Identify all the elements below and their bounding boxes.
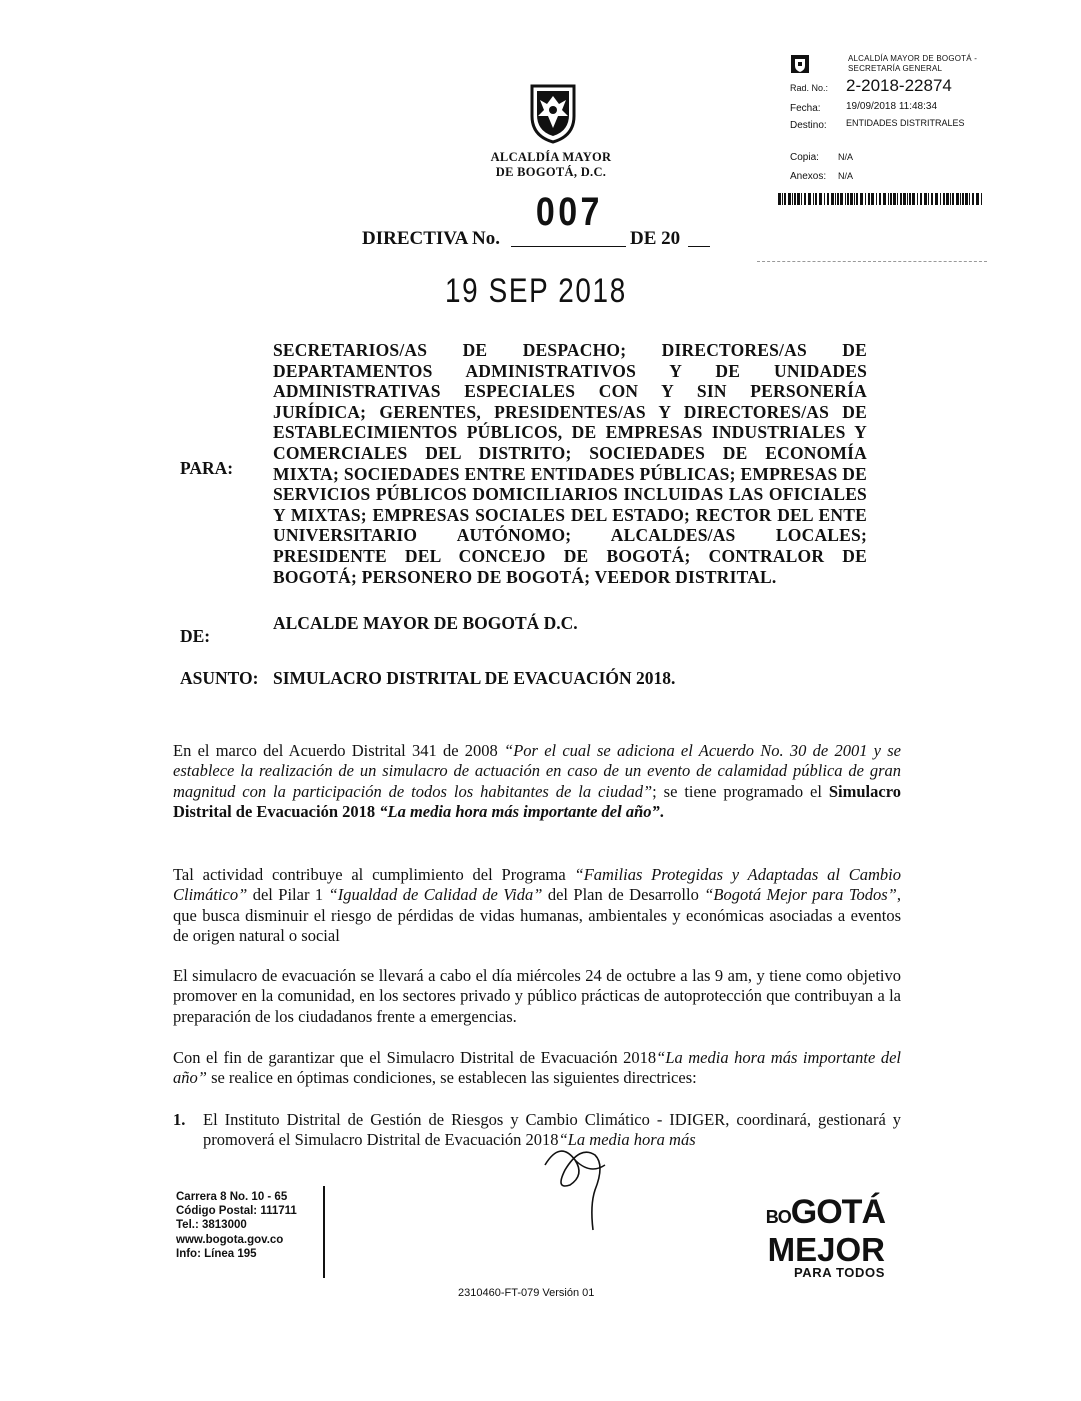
body-paragraph-4 (173, 1048, 901, 1089)
footer-address-line2: Código Postal: 111711 (176, 1205, 297, 1218)
de-sender: ALCALDE MAYOR DE BOGOTÁ D.C. (273, 613, 578, 633)
para-label: PARA: (180, 458, 234, 478)
logo-para-todos: PARA TODOS (794, 1265, 885, 1280)
item1-number: 1. (173, 1110, 186, 1129)
directiva-year-label: DE 20 (630, 228, 681, 249)
date-stamp: 19 SEP 2018 (445, 272, 627, 310)
logo-mejor: MEJOR (767, 1231, 885, 1268)
footer-address-line1: Carrera 8 No. 10 - 65 (176, 1191, 288, 1203)
directiva-number: 007 (535, 190, 603, 234)
p2-text-e: del Plan de Desarrollo (542, 885, 705, 905)
footer-address-line4: www.bogota.gov.co (176, 1233, 284, 1246)
body-paragraph-2 (173, 865, 901, 947)
radicado-entity-line1: ALCALDÍA MAYOR DE BOGOTÁ - (848, 54, 978, 63)
destino-label: Destino: (790, 120, 827, 131)
anexos-label: Anexos: (790, 171, 827, 182)
divider (757, 261, 987, 262)
alcaldia-title (462, 150, 640, 180)
rad-value: 2-2018-22874 (846, 76, 952, 95)
footer-address-line3: Tel.: 3813000 (176, 1219, 247, 1232)
p2-text-a: Tal actividad contribuye al cumplimiento del Programa (173, 865, 575, 884)
bogota-coat-of-arms-icon (528, 82, 578, 144)
body-paragraph-1 (173, 741, 901, 823)
copia-label: Copia: (790, 152, 819, 163)
asunto-subject: SIMULACRO DISTRITAL DE EVACUACIÓN 2018. (273, 668, 676, 688)
p1-period: . (659, 802, 664, 822)
footer-divider (323, 1186, 325, 1278)
p1-slogan: “La media hora más importante del año” (379, 802, 660, 822)
footer-address-line5: Info: Línea 195 (176, 1247, 257, 1260)
p2-programa: “Familias Protegidas y Adaptadas al Cambio Climático” (173, 865, 901, 905)
p4-text-a: Con el fin de garantizar que el Simulacro Distrital de Evacuación 2018 (173, 1048, 657, 1067)
p1-text-a: En el marco del Acuerdo Distrital 341 de 2008 (173, 741, 505, 760)
entity-logo-icon (790, 54, 810, 74)
p4-text-c: se realice en óptimas condiciones, se establecen las siguientes directrices: (206, 1068, 697, 1088)
barcode-icon (778, 193, 988, 205)
p2-plan: “Bogotá Mejor para Todos” (704, 885, 897, 905)
para-recipients: SECRETARIOS/AS DE DESPACHO; DIRECTORES/AS DE DEPARTAMENTOS ADMINISTRATIVOS Y DE UNIDADES ADMINISTRATIVAS ESPECIALES CON Y SIN PERSONERÍA JURÍDICA; GERENTES, PRESIDENTES/AS Y DIRECTORES/AS DE ESTABLECIMIENTOS PÚBLICOS, DE EMPRESAS INDUSTRIALES Y COMERCIALES DEL DISTRITO; SOCIEDADES DE ECONOMÍA MIXTA; SOCIEDADES ENTRE ENTIDADES PÚBLICAS; EMPRESAS DE SERVICIOS PÚBLICOS DOMICILIARIOS INCLUIDAS LAS OFICIALES Y MIXTAS; EMPRESAS SOCIALES DEL ESTADO; RECTOR DEL ENTE UNIVERSITARIO AUTÓNOMO; ALCALDES/AS LOCALES; PRESIDENTE DEL CONCEJO DE BOGOTÁ; CONTRALOR DE BOGOTÁ; PERSONERO DE BOGOTÁ; VEEDOR DISTRITAL. (273, 340, 867, 587)
rad-label: Rad. No.: (790, 83, 829, 93)
de-label: DE: (180, 626, 211, 646)
p1-text-c: ; se tiene programado el (652, 781, 829, 801)
directiva-year-underline (688, 246, 710, 247)
footer-address (176, 1190, 297, 1261)
anexos-value: N/A (838, 171, 854, 181)
fecha-value: 19/09/2018 11:48:34 (846, 101, 938, 112)
directiva-label: DIRECTIVA No. (362, 228, 500, 249)
logo-gota: GOTÁ (790, 1193, 885, 1231)
p2-text-g: , que busca disminuir el riesgo de pérdidas de vidas humanas, ambientales y económicas asociadas a eventos de origen natural o social (173, 885, 901, 946)
asunto-label: ASUNTO: (180, 668, 259, 688)
alcaldia-line1: ALCALDÍA MAYOR (490, 150, 612, 164)
radicado-entity-line2: SECRETARÍA GENERAL (848, 64, 943, 73)
p2-text-c: del Pilar 1 (247, 885, 329, 905)
p4-slogan: “La media hora más importante del año” (173, 1048, 901, 1088)
p2-pilar: “Igualdad de Calidad de Vida” (328, 885, 543, 905)
directiva-underline (511, 246, 626, 247)
p1-quote-acuerdo: “Por el cual se adiciona el Acuerdo No. 30 de 2001 y se establece la realización de un simulacro de actuación en caso de un evento de calamidad pública de gran magnitud con la participación de todos los habitantes de la ciudad” (173, 741, 901, 801)
logo-bo: BO (765, 1207, 791, 1227)
fecha-label: Fecha: (790, 103, 821, 114)
body-paragraph-3: El simulacro de evacuación se llevará a cabo el día miércoles 24 de octubre a las 9 am, y tiene como objetivo promover en la comunidad, en los sectores privado y público prácticas de autoprotección que contribuyan a la preparación de los ciudadanos frente a emergencias. (173, 966, 901, 1026)
p1-simulacro-name: Simulacro Distrital de Evacuación 2018 (173, 781, 901, 822)
form-code: 2310460-FT-079 Versión 01 (458, 1287, 595, 1299)
destino-value: ENTIDADES DISTRITRALES (846, 118, 965, 128)
signature-icon (535, 1135, 625, 1245)
copia-value: N/A (838, 152, 854, 162)
bogota-mejor-logo (760, 1195, 885, 1280)
alcaldia-line2: DE BOGOTÁ, D.C. (495, 165, 607, 179)
item1-slogan: “La media hora más (558, 1130, 696, 1150)
item1-text: El Instituto Distrital de Gestión de Riesgos y Cambio Climático - IDIGER, coordinará, gestionará y promoverá el Simulacro Distrital de Evacuación 2018 (203, 1110, 901, 1150)
